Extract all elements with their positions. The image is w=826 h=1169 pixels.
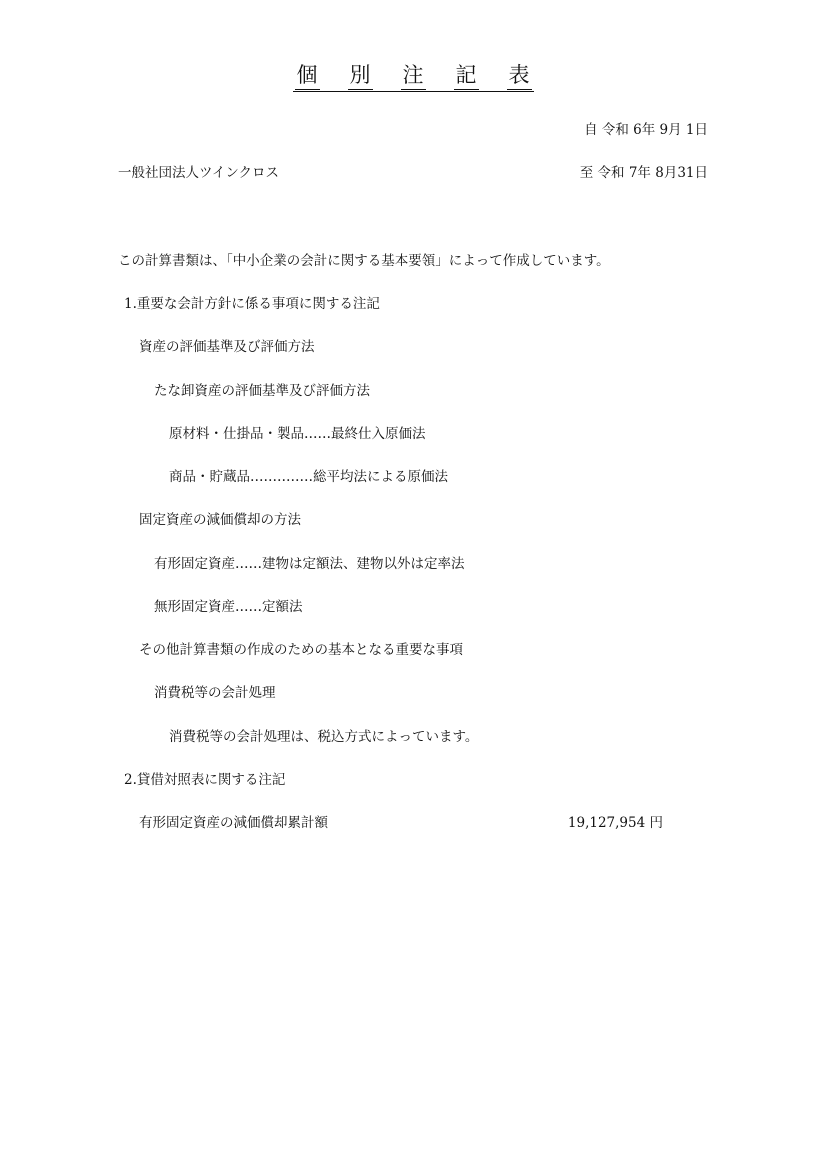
document-title-underlined — [293, 62, 534, 92]
title-char: 別 — [348, 62, 373, 90]
section2-heading: 2.貸借対照表に関する注記 — [124, 772, 286, 788]
inventory-line: 商品・貯蔵品‥‥‥‥‥‥‥総平均法による原価法 — [169, 469, 449, 485]
depreciation-line: 無形固定資産‥‥‥定額法 — [154, 599, 303, 615]
title-char: 注 — [401, 62, 426, 90]
accumulated-depreciation-amount: 19,127,954 円 — [567, 815, 663, 831]
tax-heading: 消費税等の会計処理 — [154, 685, 276, 701]
period-to: 至 令和 7年 8月31日 — [579, 165, 708, 181]
section1-heading: 1.重要な会計方針に係る事項に関する注記 — [124, 296, 380, 312]
period-from: 自 令和 6年 9月 1日 — [584, 122, 708, 138]
inventory-heading: たな卸資産の評価基準及び評価方法 — [154, 383, 370, 399]
title-char: 個 — [295, 62, 320, 90]
tax-text: 消費税等の会計処理は、税込方式によっています。 — [169, 729, 479, 745]
depreciation-line: 有形固定資産‥‥‥建物は定額法、建物以外は定率法 — [154, 556, 465, 572]
asset-valuation-heading: 資産の評価基準及び評価方法 — [139, 339, 315, 355]
company-name: 一般社団法人ツインクロス — [118, 165, 280, 181]
depreciation-heading: 固定資産の減価償却の方法 — [139, 512, 301, 528]
other-heading: その他計算書類の作成のための基本となる重要な事項 — [139, 642, 463, 658]
intro-text: この計算書類は、「中小企業の会計に関する基本要領」によって作成しています。 — [118, 253, 610, 269]
accumulated-depreciation-label: 有形固定資産の減価償却累計額 — [139, 815, 328, 831]
document-title — [0, 62, 826, 92]
title-char: 記 — [454, 62, 479, 90]
inventory-line: 原材料・仕掛品・製品‥‥‥最終仕入原価法 — [169, 426, 426, 442]
title-char: 表 — [507, 62, 532, 90]
